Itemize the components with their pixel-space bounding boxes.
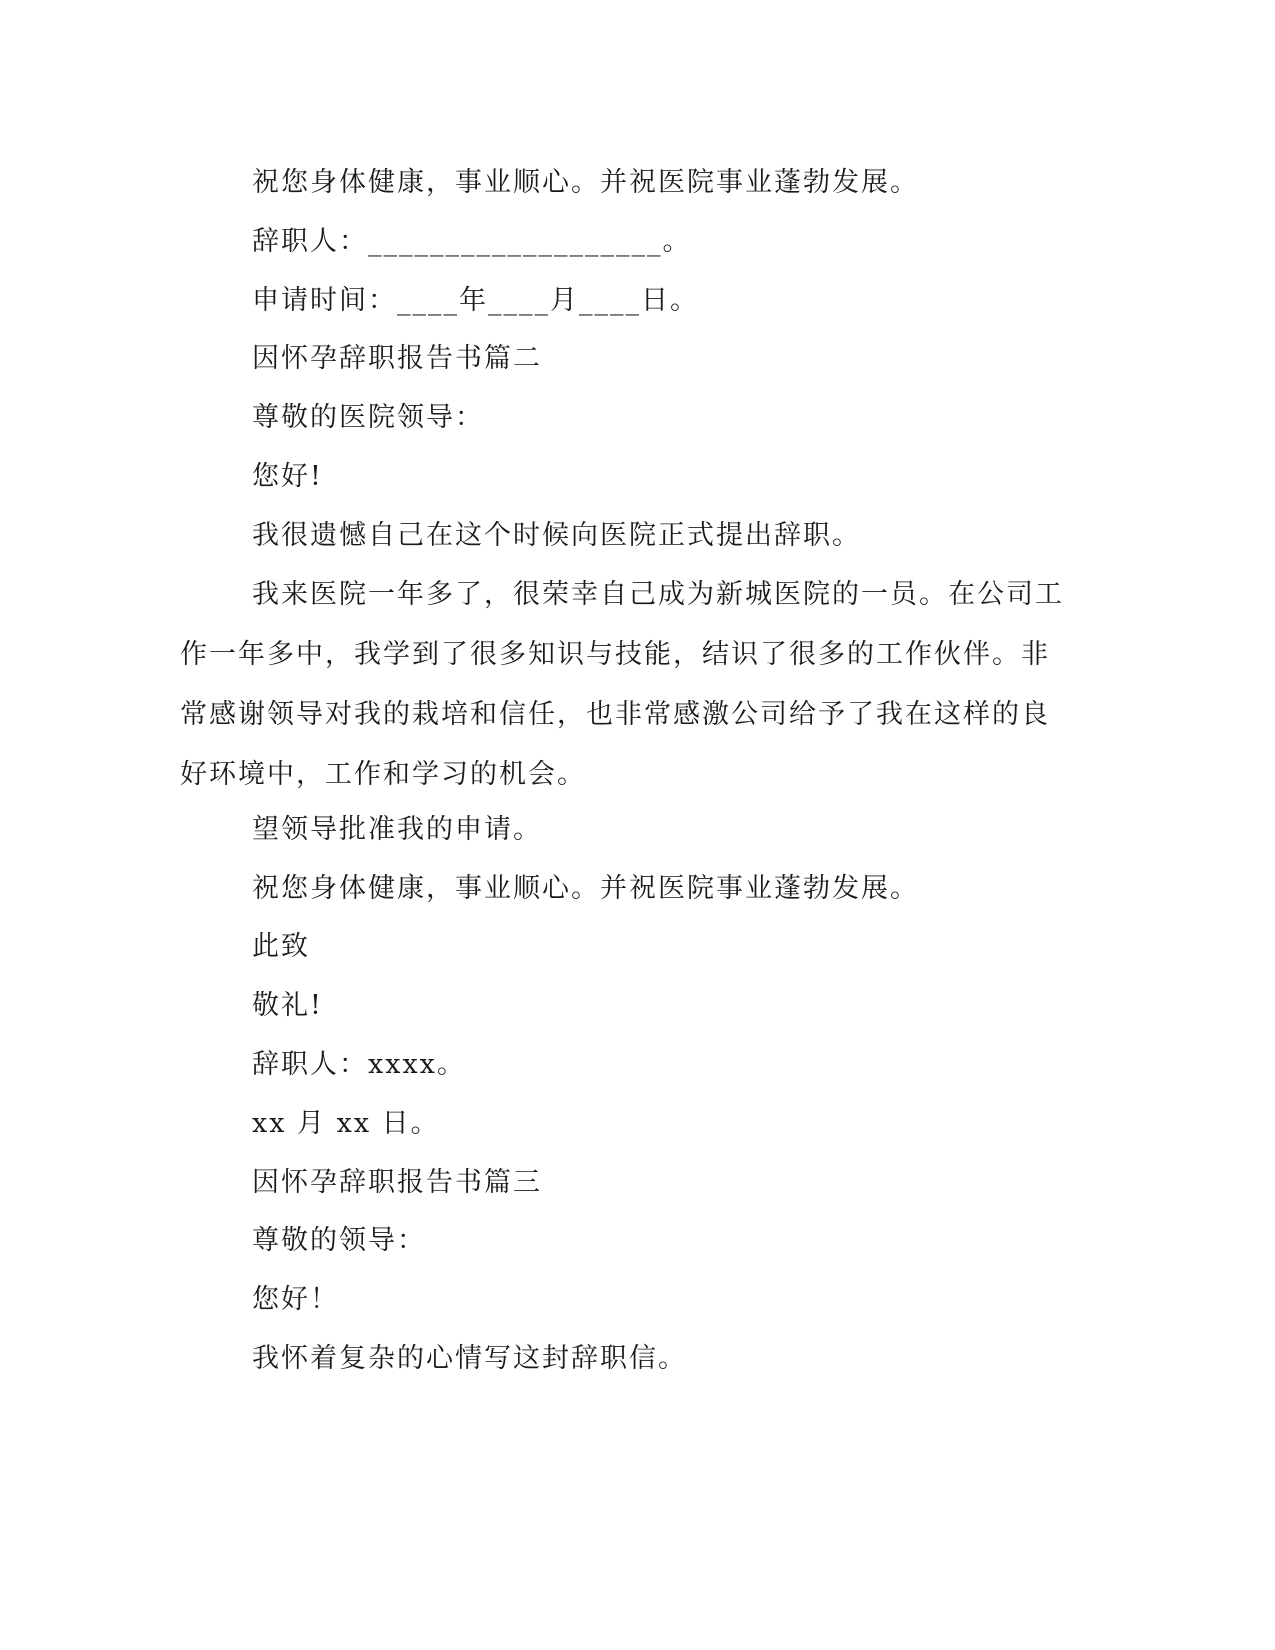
paragraph-line: 好环境中，工作和学习的机会。 (180, 759, 586, 790)
request-approval-line: 望领导批准我的申请。 (252, 814, 542, 845)
resigner-blank-line: 辞职人：___________________。 (252, 226, 692, 257)
date-line: xx 月 xx 日。 (252, 1108, 440, 1139)
paragraph-line: 常感谢领导对我的栽培和信任，也非常感激公司给予了我在这样的良 (180, 699, 1050, 730)
greeting-line: 您好! (252, 461, 323, 492)
regards-line: 敬礼! (252, 990, 323, 1021)
section-heading-part-three: 因怀孕辞职报告书篇三 (252, 1167, 542, 1198)
salutation-line: 尊敬的领导： (252, 1225, 426, 1256)
opening-statement-line: 我很遗憾自己在这个时候向医院正式提出辞职。 (252, 520, 861, 551)
greeting-line: 您好！ (252, 1284, 339, 1315)
closing-wish-line: 祝您身体健康，事业顺心。并祝医院事业蓬勃发展。 (252, 167, 919, 198)
closing-phrase-line: 此致 (252, 931, 310, 962)
salutation-line: 尊敬的医院领导： (252, 402, 484, 433)
resigner-line: 辞职人：xxxx。 (252, 1049, 466, 1080)
section-heading-part-two: 因怀孕辞职报告书篇二 (252, 343, 542, 374)
opening-statement-line: 我怀着复杂的心情写这封辞职信。 (252, 1343, 687, 1374)
paragraph-line: 我来医院一年多了，很荣幸自己成为新城医院的一员。在公司工 (252, 579, 1064, 610)
body-paragraph (180, 577, 1064, 817)
paragraph-line: 作一年多中，我学到了很多知识与技能，结识了很多的工作伙伴。非 (180, 639, 1050, 670)
closing-wish-line: 祝您身体健康，事业顺心。并祝医院事业蓬勃发展。 (252, 873, 919, 904)
application-date-blank-line: 申请时间：____年____月____日。 (252, 285, 699, 316)
